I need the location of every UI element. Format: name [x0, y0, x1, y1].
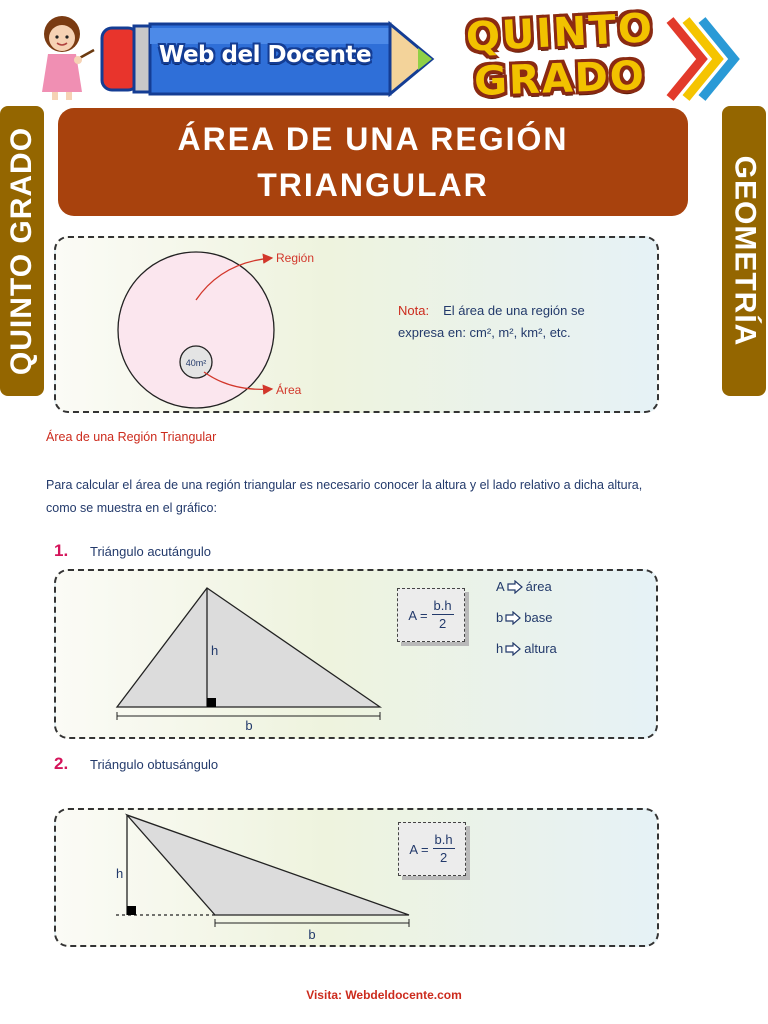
- side-tab-grade-label: QUINTO GRADO: [5, 126, 38, 376]
- obtuse-base-label: b: [308, 927, 316, 942]
- section-heading: Área de una Región Triangular: [46, 430, 217, 444]
- formula-lhs: A =: [408, 607, 428, 623]
- region-circle: [118, 252, 274, 408]
- acute-base-label: b: [245, 718, 253, 733]
- region-label: Región: [276, 251, 315, 265]
- brand-name: Web del Docente: [158, 42, 372, 68]
- nota-line-2: expresa en: cm², m², km², etc.: [398, 325, 571, 340]
- grade-line-2: GRADO: [473, 53, 647, 105]
- legend-item-height: [496, 641, 557, 656]
- intro-line-1: Para calcular el área de una región triangular es necesario conocer la altura y el lado relativo a dicha altura,: [46, 478, 643, 492]
- acute-height-label: h: [211, 643, 219, 658]
- legend-symbol: b: [496, 610, 504, 625]
- title-line-1: ÁREA DE UNA REGIÓN: [177, 121, 569, 157]
- page-title: [58, 108, 688, 216]
- side-tab-grade: [0, 106, 44, 396]
- area-label: Área: [276, 383, 302, 397]
- acute-triangle: [117, 588, 380, 707]
- obtuse-triangle: [127, 815, 409, 915]
- formula-numerator: b.h: [433, 597, 452, 613]
- right-angle-mark: [127, 906, 136, 915]
- acute-triangle-diagram: [54, 569, 654, 735]
- intro-line-2: como se muestra en el gráfico:: [46, 501, 217, 515]
- legend-item-base: [496, 610, 552, 625]
- nota-label: Nota:: [398, 303, 430, 318]
- legend-symbol: A: [496, 579, 505, 594]
- grade-line-1: QUINTO: [464, 5, 656, 61]
- legend-meaning: base: [524, 610, 553, 625]
- legend-symbol: h: [496, 641, 504, 656]
- outline-arrow-icon: [505, 642, 521, 656]
- nota-line-1: El área de una región se: [443, 303, 585, 318]
- formula-denominator: 2: [438, 615, 447, 631]
- item-number-1: 1.: [54, 541, 69, 560]
- legend-meaning: área: [525, 579, 552, 594]
- item-number-2: 2.: [54, 754, 69, 773]
- obtuse-triangle-diagram: [54, 808, 655, 943]
- item-label-1: Triángulo acutángulo: [90, 544, 211, 559]
- right-angle-mark: [207, 698, 216, 707]
- side-tab-subject-label: GEOMETRÍA: [728, 155, 762, 347]
- teacher-illustration: [26, 12, 96, 102]
- side-tab-subject: [722, 106, 766, 396]
- outline-arrow-icon: [507, 580, 523, 594]
- formula-denominator: 2: [439, 849, 448, 865]
- nota-text: [398, 300, 648, 344]
- area-formula-2: [398, 822, 466, 876]
- item-label-2: Triángulo obtusángulo: [90, 757, 219, 772]
- outline-arrow-icon: [505, 611, 521, 625]
- formula-lhs: A =: [409, 841, 429, 857]
- legend-meaning: altura: [524, 641, 557, 656]
- legend-item-area: [496, 579, 552, 594]
- title-line-2: TRIANGULAR: [257, 167, 489, 203]
- area-formula-1: [397, 588, 465, 642]
- formula-numerator: b.h: [434, 831, 453, 847]
- footer-link[interactable]: Visita: Webdeldocente.com: [306, 988, 462, 1002]
- obtuse-height-label: h: [116, 866, 124, 881]
- intro-paragraph: [46, 474, 736, 520]
- area-value: 40m²: [185, 358, 207, 368]
